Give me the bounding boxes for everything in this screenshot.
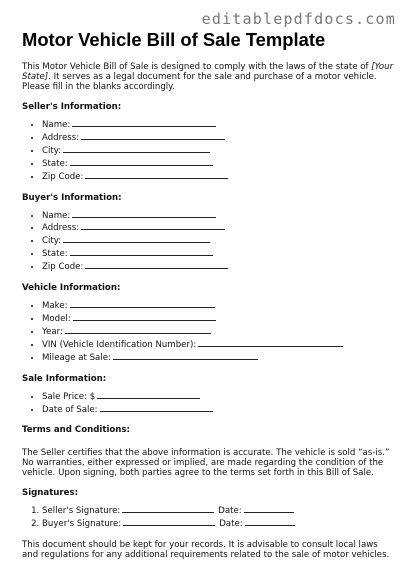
vehicle-year-blank[interactable] — [65, 325, 211, 334]
field-label: Name: — [42, 120, 71, 130]
buyer-zip-blank[interactable] — [85, 260, 228, 269]
seller-address-item — [42, 131, 394, 144]
vehicle-make-item — [42, 299, 394, 312]
terms-heading: Terms and Conditions: — [22, 425, 130, 436]
buyer-city-blank[interactable] — [63, 234, 210, 243]
field-label: City: — [42, 145, 62, 156]
seller-section — [22, 102, 394, 183]
vehicle-section — [22, 283, 394, 364]
field-label: City: — [42, 236, 62, 247]
document-title: Motor Vehicle Bill of Sale Template — [22, 29, 326, 50]
vehicle-make-blank[interactable] — [70, 299, 215, 308]
sale-price-blank[interactable] — [97, 390, 200, 399]
field-label: Mileage at Sale: — [42, 352, 111, 363]
field-label: Date of Sale: — [42, 404, 98, 415]
buyer-signature-item — [42, 517, 394, 530]
buyer-name-blank[interactable] — [72, 209, 216, 218]
field-label: Zip Code: — [42, 171, 84, 182]
vehicle-year-item — [42, 325, 394, 338]
vehicle-mileage-blank[interactable] — [113, 351, 258, 360]
vehicle-model-item — [42, 312, 394, 325]
seller-city-blank[interactable] — [63, 144, 210, 153]
field-label: Sale Price: $ — [42, 391, 96, 402]
sale-price-item — [42, 390, 394, 403]
buyer-address-item — [42, 221, 394, 234]
buyer-state-blank[interactable] — [70, 247, 213, 256]
seller-zip-item — [42, 170, 394, 183]
seller-name-item — [42, 118, 394, 131]
date-label: Date: — [218, 506, 242, 517]
sale-heading: Sale Information: — [22, 373, 107, 384]
state-placeholder: [Your State] — [22, 62, 394, 82]
intro-paragraph — [22, 62, 394, 92]
site-watermark: editablepdfdocs.com — [201, 10, 396, 28]
field-label: Year: — [42, 326, 63, 337]
vehicle-mileage-item — [42, 351, 394, 364]
signature-label: Seller's Signature: — [42, 506, 121, 517]
buyer-fields — [22, 209, 394, 274]
sale-date-blank[interactable] — [100, 403, 213, 412]
seller-date-blank[interactable] — [244, 504, 294, 513]
field-label: Zip Code: — [42, 262, 84, 273]
vehicle-model-blank[interactable] — [73, 312, 216, 321]
field-label: Address: — [42, 223, 80, 234]
document-body — [22, 30, 394, 570]
seller-state-blank[interactable] — [70, 157, 213, 166]
seller-zip-blank[interactable] — [85, 170, 228, 179]
signatures-heading: Signatures: — [22, 488, 79, 499]
field-label: State: — [42, 158, 68, 169]
signature-list — [22, 504, 394, 530]
seller-signature-blank[interactable] — [122, 504, 214, 513]
seller-city-item — [42, 144, 394, 157]
field-label: VIN (Vehicle Identification Number): — [42, 339, 197, 350]
terms-text: The Seller certifies that the above information is accurate. The vehicle is sold “as-is.” No warranties, either expressed or implied, are made regarding the condition of the vehicle. Upon signing, both parties agree to the terms set forth in this Bill of Sale. — [22, 448, 390, 479]
seller-state-item — [42, 157, 394, 170]
closing-paragraph: This document should be kept for your records. It is advisable to consult local laws and regulations for any additional requirements related to the sale of motor vehicles. — [22, 540, 390, 561]
seller-heading: Seller's Information: — [22, 102, 122, 112]
buyer-signature-blank[interactable] — [123, 517, 215, 526]
buyer-zip-item — [42, 260, 394, 273]
buyer-city-item — [42, 234, 394, 247]
date-label: Date: — [219, 519, 243, 530]
buyer-state-item — [42, 247, 394, 260]
terms-section — [22, 425, 394, 478]
field-label: Address: — [42, 132, 80, 143]
buyer-address-blank[interactable] — [81, 221, 225, 230]
field-label: Model: — [42, 313, 71, 324]
buyer-heading: Buyer's Information: — [22, 192, 122, 203]
seller-signature-item — [42, 504, 394, 517]
field-label: Name: — [42, 210, 71, 221]
sale-fields — [22, 390, 394, 416]
vehicle-vin-blank[interactable] — [198, 338, 343, 347]
signatures-section — [22, 488, 394, 530]
seller-fields — [22, 118, 394, 183]
buyer-date-blank[interactable] — [245, 517, 295, 526]
intro-text-end: . It serves as a legal document for the sale and purchase of a motor vehicle. Please fill in the blanks accordingly. — [22, 72, 377, 92]
sale-date-item — [42, 403, 394, 416]
signature-label: Buyer's Signature: — [42, 519, 122, 530]
buyer-section — [22, 193, 394, 274]
seller-address-blank[interactable] — [81, 131, 225, 140]
seller-name-blank[interactable] — [72, 118, 216, 127]
field-label: Make: — [42, 301, 68, 312]
intro-text-start: This Motor Vehicle Bill of Sale is designed to comply with the laws of the state of — [22, 62, 372, 72]
field-label: State: — [42, 249, 68, 260]
vehicle-heading: Vehicle Information: — [22, 283, 121, 294]
sale-section — [22, 374, 394, 416]
vehicle-fields — [22, 299, 394, 364]
vehicle-vin-item — [42, 338, 394, 351]
buyer-name-item — [42, 209, 394, 222]
